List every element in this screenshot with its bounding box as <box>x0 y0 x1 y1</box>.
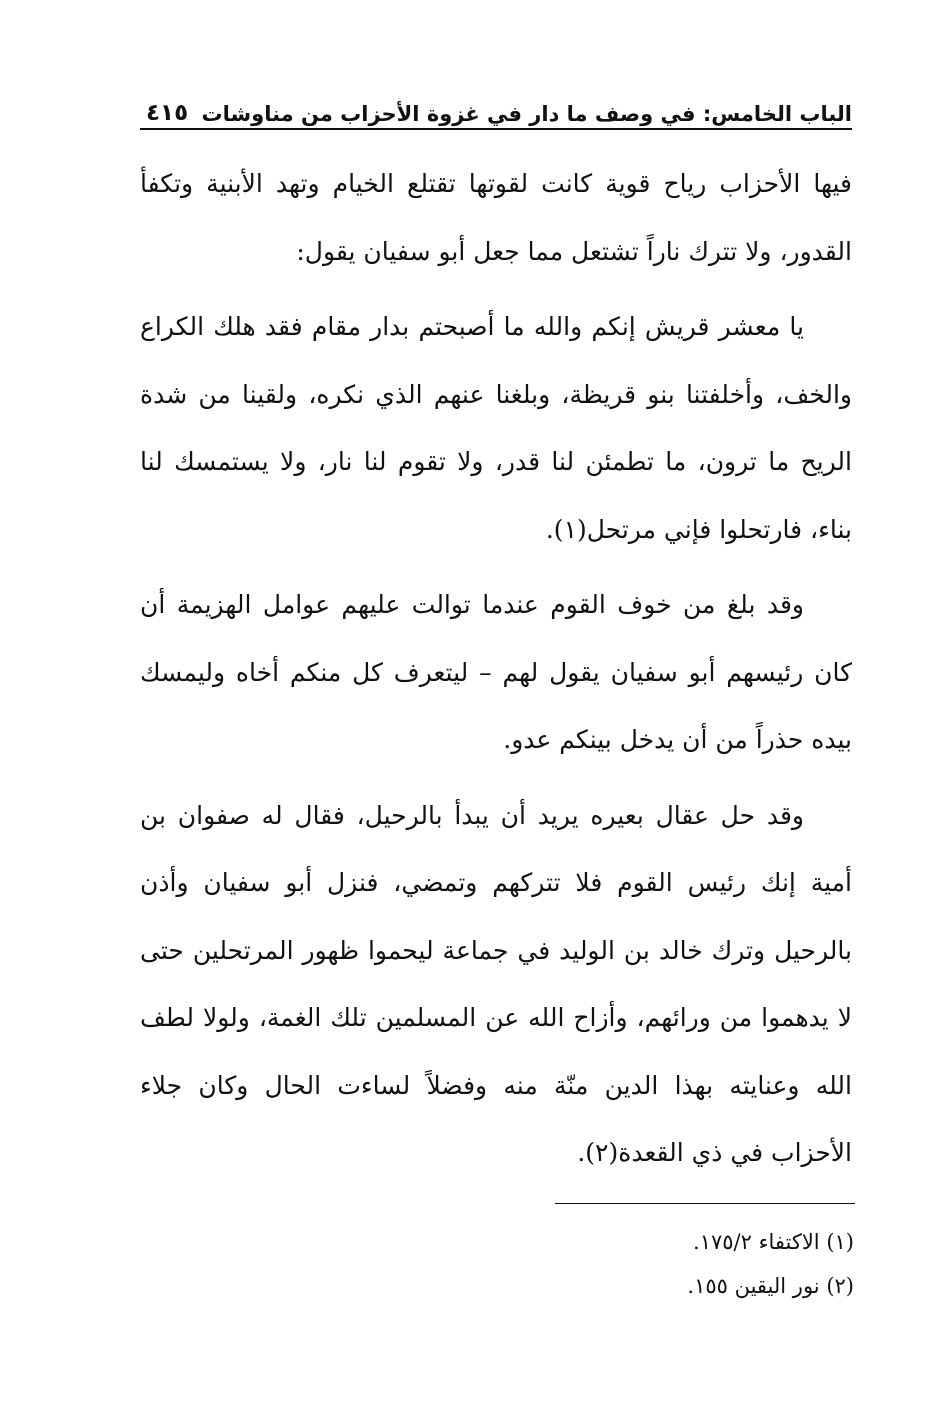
body-text <box>140 150 852 1187</box>
footnote: (٢) نور اليقين ١٥٥. <box>687 1274 854 1298</box>
paragraph: وقد بلغ من خوف القوم عندما توالت عليهم عوامل الهزيمة أن كان رئيسهم أبو سفيان يقول لهم – ليتعرف كل منكم أخاه وليمسك بيده حذراً من أن يدخل بينكم عدو. <box>140 590 852 754</box>
paragraph: وقد حل عقال بعيره يريد أن يبدأ بالرحيل، فقال له صفوان بن أمية إنك رئيس القوم فلا تتركهم وتمضي، فنزل أبو سفيان وأذن بالرحيل وترك خالد بن الوليد في جماعة ليحموا ظهور المرتحلين حتى لا يدهموا من ورائهم، وأزاح الله عن المسلمين تلك الغمة، ولولا لطف الله وعنايته بهذا الدين منّة منه وفضلاً لساءت الحال وكان جلاء الأحزاب في ذي القعدة(٢). <box>140 800 853 1167</box>
footnote-divider <box>555 1203 855 1204</box>
footnotes <box>500 1220 854 1308</box>
running-header <box>140 92 852 130</box>
chapter-title: الباب الخامس: في وصف ما دار في غزوة الأحزاب من مناوشات <box>201 102 852 126</box>
paragraph: يا معشر قريش إنكم والله ما أصبحتم بدار مقام فقد هلك الكراع والخف، وأخلفتنا بنو قريظة، وبلغنا عنهم الذي نكره، ولقينا من شدة الريح ما ترون، ما تطمئن لنا قدر، ولا تقوم لنا نار، ولا يستمسك لنا بناء، فارتحلوا فإني مرتحل(١). <box>140 312 852 544</box>
paragraph: فيها الأحزاب رياح قوية كانت لقوتها تقتلع الخيام وتهد الأبنية وتكفأ القدور، ولا تترك ناراً تشتعل مما جعل أبو سفيان يقول: <box>140 169 852 266</box>
page-number: ٤١٥ <box>146 100 189 126</box>
footnote: (١) الاكتفاء ١٧٥/٢. <box>693 1230 854 1254</box>
